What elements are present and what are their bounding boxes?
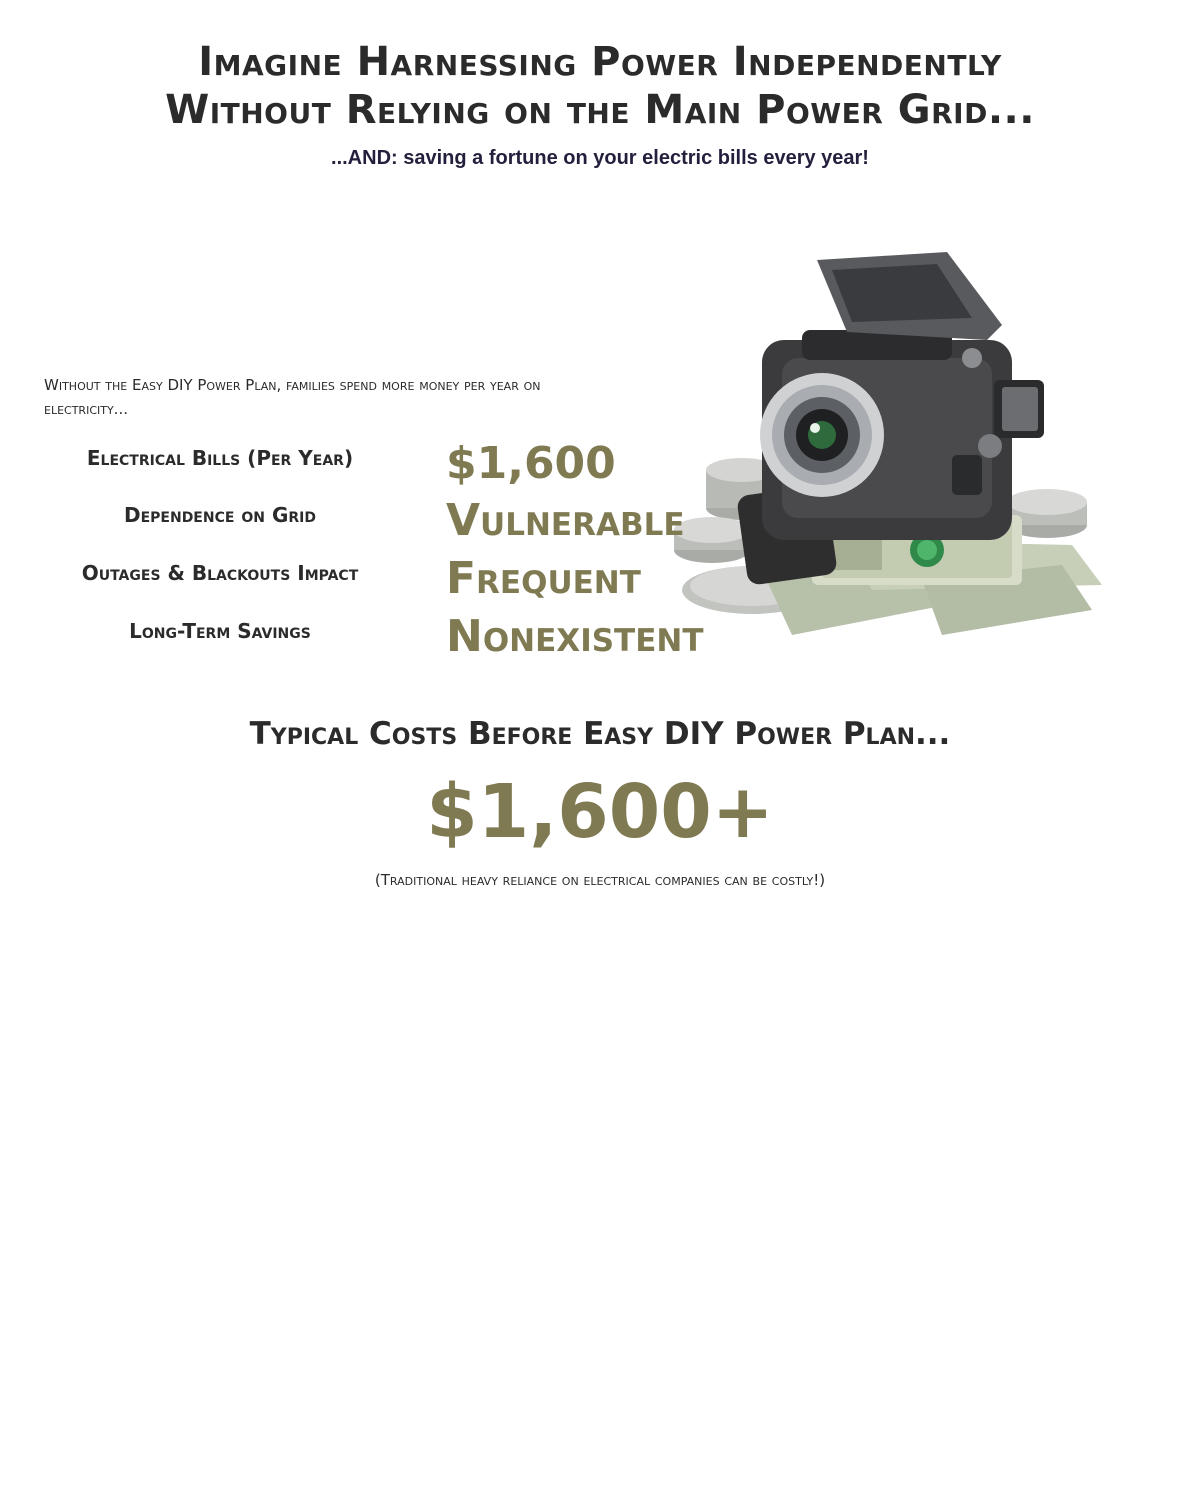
hero-subtitle: ...AND: saving a fortune on your electric bills every year! [331, 147, 869, 169]
comparison-row-value: Nonexistent [446, 611, 704, 662]
hero-title-line-2: Without Relying on the Main Power Grid... [165, 87, 1035, 133]
comparison-row-value: $1,600 [446, 438, 616, 489]
camera-with-money-image [672, 240, 1112, 650]
section-title: Typical Costs Before Easy DIY Power Plan... [249, 716, 951, 752]
hero-title-line-1: Imagine Harnessing Power Independently [198, 39, 1002, 85]
comparison-row-value: Vulnerable [446, 495, 685, 546]
footnote: (Traditional heavy reliance on electrical companies can be costly!) [374, 871, 826, 889]
hero-title [0, 38, 1200, 134]
comparison-row-value: Frequent [446, 553, 641, 604]
comparison-row-label: Electrical Bills (Per Year) [86, 446, 354, 470]
camera-body [736, 252, 1044, 586]
comparison-row-label: Dependence on Grid [123, 503, 316, 527]
comparison-row-label: Long-Term Savings [129, 619, 311, 643]
comparison-row-label: Outages & Blackouts Impact [81, 561, 359, 585]
intro-text: Without the Easy DIY Power Plan, families spend more money per year on electricity... [44, 376, 541, 418]
big-price: $1,600+ [426, 769, 774, 855]
